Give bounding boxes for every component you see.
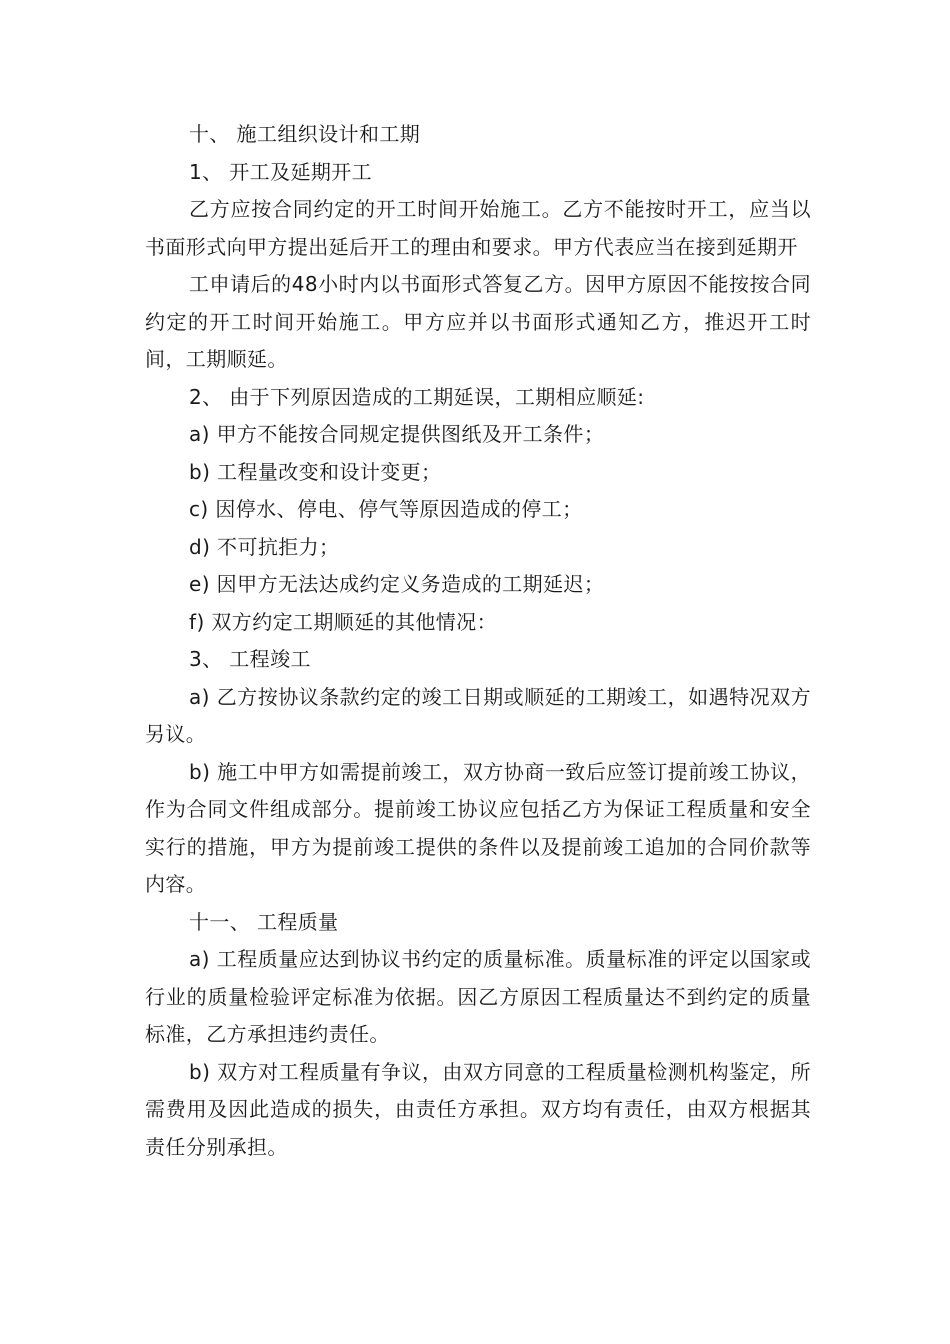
- paragraph-quality-b: b) 双方对工程质量有争议，由双方同意的工程质量检测机构鉴定，所需费用及因此造成的损失，由责任方承担。双方均有责任，由双方根据其责任分别承担。: [145, 1059, 811, 1159]
- subsection-heading-start-work: 1、 开工及延期开工: [189, 159, 373, 184]
- section-heading-10: 十、 施工组织设计和工期: [189, 122, 421, 146]
- paragraph-completion-a: a) 乙方按协议条款约定的竣工日期或顺延的工期竣工，如遇特况双方另议。: [145, 684, 811, 746]
- subsection-heading-delay-causes: 2、 由于下列原因造成的工期延误，工期相应顺延:: [189, 384, 645, 409]
- list-item-e: e) 因甲方无法达成约定义务造成的工期延迟；: [189, 572, 605, 596]
- list-item-a: a) 甲方不能按合同规定提供图纸及开工条件；: [189, 422, 605, 446]
- paragraph-quality-a: a) 工程质量应达到协议书约定的质量标准。质量标准的评定以国家或行业的质量检验评定标准为依据。因乙方原因工程质量达不到约定的质量标准，乙方承担违约责任。: [145, 947, 811, 1046]
- section-heading-11: 十一、 工程质量: [189, 909, 339, 934]
- paragraph-completion-b: b) 施工中甲方如需提前竣工，双方协商一致后应签订提前竣工协议，作为合同文件组成部分。提前竣工协议应包括乙方为保证工程质量和安全实行的措施，甲方为提前竣工提供的条件以及提前竣工追加的合同价款等内容。: [145, 759, 811, 896]
- document-body: [145, 116, 811, 1166]
- list-item-b: b) 工程量改变和设计变更；: [189, 459, 442, 484]
- paragraph-start-on-time: 乙方应按合同约定的开工时间开始施工。乙方不能按时开工，应当以书面形式向甲方提出延后开工的理由和要求。甲方代表应当在接到延期开: [145, 197, 811, 259]
- subsection-heading-completion: 3、 工程竣工: [189, 647, 311, 671]
- list-item-c: c) 因停水、停电、停气等原因造成的停工；: [189, 497, 583, 521]
- list-item-f: f) 双方约定工期顺延的其他情况：: [189, 609, 498, 634]
- list-item-d: d) 不可抗拒力；: [189, 534, 340, 559]
- paragraph-extension-reply: 工申请后的48小时内以书面形式答复乙方。因甲方原因不能按按合同约定的开工时间开始施工。甲方应并以书面形式通知乙方，推迟开工时间，工期顺延。: [145, 272, 811, 371]
